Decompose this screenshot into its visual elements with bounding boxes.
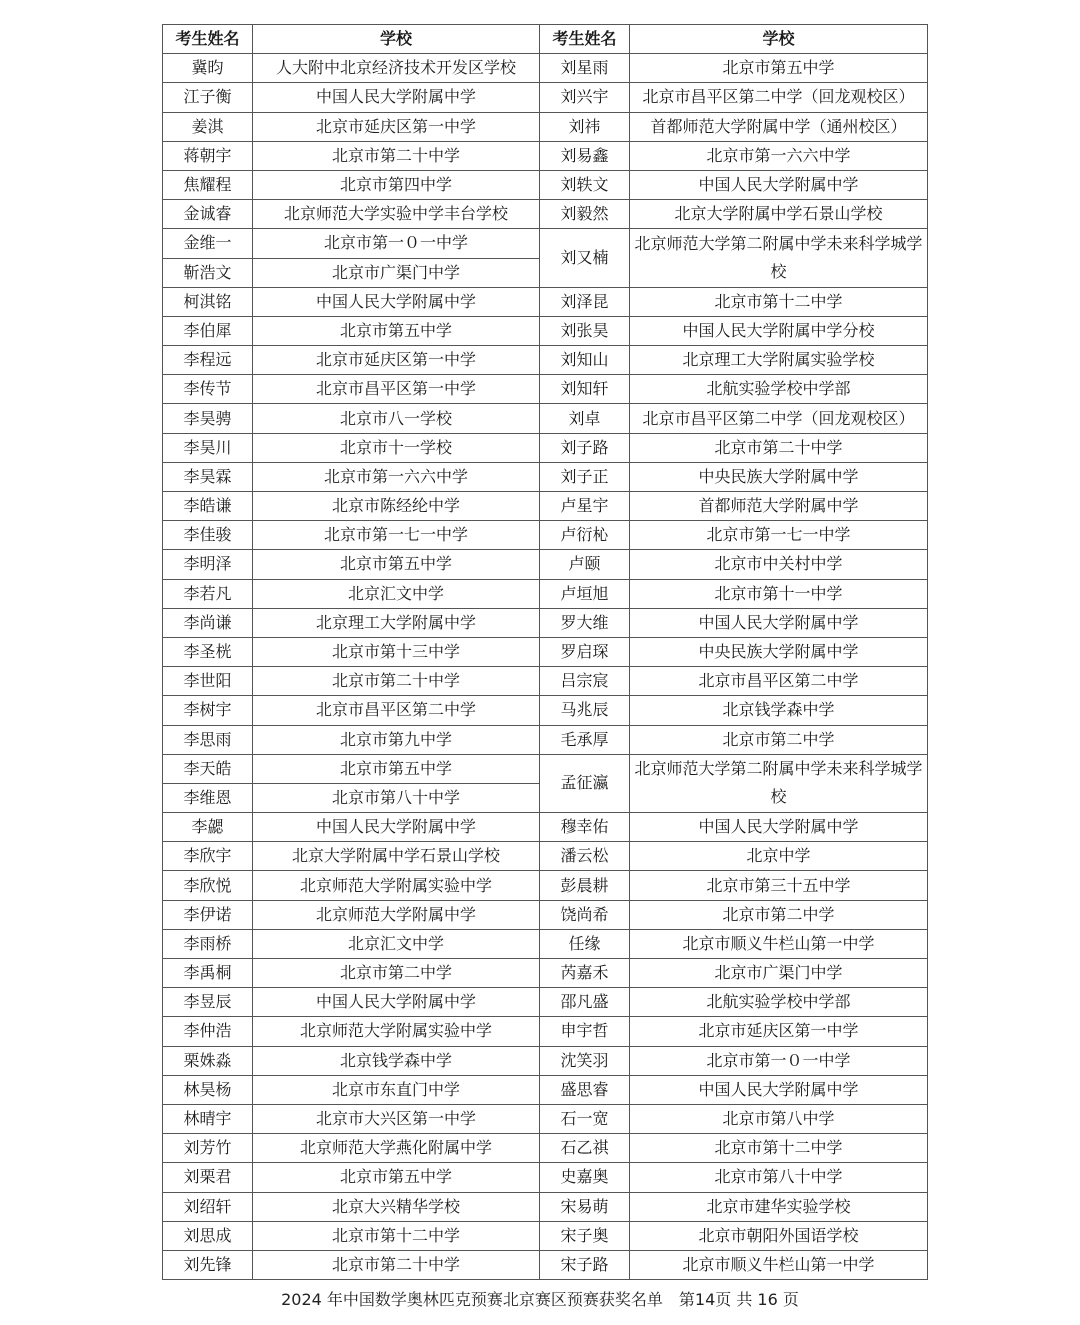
school-name: 北京大学附属中学石景山学校 xyxy=(630,200,928,229)
school-name: 中国人民大学附属中学 xyxy=(253,813,540,842)
school-name: 北京市第五中学 xyxy=(253,316,540,345)
student-name: 刘先锋 xyxy=(163,1250,253,1279)
student-name: 刘轶文 xyxy=(540,170,630,199)
student-name: 刘子路 xyxy=(540,433,630,462)
table-row xyxy=(163,1075,928,1104)
student-name: 刘泽昆 xyxy=(540,287,630,316)
table-row xyxy=(163,696,928,725)
school-name: 北京市第二十中学 xyxy=(253,1250,540,1279)
school-name: 北京市第二中学 xyxy=(630,900,928,929)
student-name: 刘栗君 xyxy=(163,1163,253,1192)
school-name: 北京大兴精华学校 xyxy=(253,1192,540,1221)
table-row xyxy=(163,842,928,871)
table-row xyxy=(163,54,928,83)
table-row xyxy=(163,346,928,375)
student-name: 刘芳竹 xyxy=(163,1134,253,1163)
student-name: 李伊诺 xyxy=(163,900,253,929)
student-name: 卢星宇 xyxy=(540,492,630,521)
school-name: 北京市第二十中学 xyxy=(630,433,928,462)
header-school-right: 学校 xyxy=(630,25,928,54)
student-name: 卢衍杺 xyxy=(540,521,630,550)
table-row xyxy=(163,579,928,608)
student-name: 李昊川 xyxy=(163,433,253,462)
school-name: 北京师范大学第二附属中学未来科学城学校 xyxy=(630,229,928,287)
school-name: 北京中学 xyxy=(630,842,928,871)
header-school-left: 学校 xyxy=(253,25,540,54)
student-name: 李禹桐 xyxy=(163,959,253,988)
school-name: 北京理工大学附属实验学校 xyxy=(630,346,928,375)
school-name: 人大附中北京经济技术开发区学校 xyxy=(253,54,540,83)
school-name: 中国人民大学附属中学 xyxy=(630,1075,928,1104)
school-name: 北京市第一七一中学 xyxy=(630,521,928,550)
student-name: 李仲浩 xyxy=(163,1017,253,1046)
table-row xyxy=(163,375,928,404)
school-name: 北京市昌平区第二中学（回龙观校区） xyxy=(630,83,928,112)
student-name: 刘祎 xyxy=(540,112,630,141)
school-name: 北京大学附属中学石景山学校 xyxy=(253,842,540,871)
student-name: 吕宗宸 xyxy=(540,667,630,696)
school-name: 北京市中关村中学 xyxy=(630,550,928,579)
school-name: 北京市第一０一中学 xyxy=(630,1046,928,1075)
school-name: 北京市顺义牛栏山第一中学 xyxy=(630,929,928,958)
school-name: 中国人民大学附属中学 xyxy=(253,988,540,1017)
school-name: 北京钱学森中学 xyxy=(253,1046,540,1075)
student-name: 任缘 xyxy=(540,929,630,958)
student-name: 李尚谦 xyxy=(163,608,253,637)
student-name: 林晴宇 xyxy=(163,1104,253,1133)
student-name: 刘张昊 xyxy=(540,316,630,345)
school-name: 北京市十一学校 xyxy=(253,433,540,462)
student-name: 栗姝淼 xyxy=(163,1046,253,1075)
school-name: 北京市朝阳外国语学校 xyxy=(630,1221,928,1250)
school-name: 北航实验学校中学部 xyxy=(630,988,928,1017)
school-name: 北京师范大学实验中学丰台学校 xyxy=(253,200,540,229)
student-name: 石一宽 xyxy=(540,1104,630,1133)
student-name: 李传节 xyxy=(163,375,253,404)
student-name: 刘子正 xyxy=(540,462,630,491)
student-name: 宋子奥 xyxy=(540,1221,630,1250)
school-name: 中国人民大学附属中学 xyxy=(253,287,540,316)
student-name: 石乙祺 xyxy=(540,1134,630,1163)
school-name: 北京市建华实验学校 xyxy=(630,1192,928,1221)
school-name: 北京市顺义牛栏山第一中学 xyxy=(630,1250,928,1279)
school-name: 北京市第一０一中学 xyxy=(253,229,540,258)
table-row xyxy=(163,813,928,842)
school-name: 北京师范大学燕化附属中学 xyxy=(253,1134,540,1163)
table-row xyxy=(163,83,928,112)
school-name: 北京市第九中学 xyxy=(253,725,540,754)
table-row xyxy=(163,1250,928,1279)
school-name: 北京市延庆区第一中学 xyxy=(253,346,540,375)
table-row xyxy=(163,1134,928,1163)
table-row xyxy=(163,1104,928,1133)
school-name: 北京市大兴区第一中学 xyxy=(253,1104,540,1133)
student-name: 金诚睿 xyxy=(163,200,253,229)
student-name: 史嘉奥 xyxy=(540,1163,630,1192)
header-row xyxy=(163,25,928,54)
student-name: 李伯犀 xyxy=(163,316,253,345)
table-row xyxy=(163,170,928,199)
table-row xyxy=(163,287,928,316)
student-name: 李思雨 xyxy=(163,725,253,754)
table-row xyxy=(163,900,928,929)
student-name: 李维恩 xyxy=(163,783,253,812)
school-name: 北京市第二中学 xyxy=(253,959,540,988)
school-name: 北京市第五中学 xyxy=(253,1163,540,1192)
table-row xyxy=(163,608,928,637)
student-name: 饶尚希 xyxy=(540,900,630,929)
table-row xyxy=(163,1221,928,1250)
school-name: 北京市陈经纶中学 xyxy=(253,492,540,521)
school-name: 北京市第一七一中学 xyxy=(253,521,540,550)
student-name: 盛思睿 xyxy=(540,1075,630,1104)
student-name: 柯淇铭 xyxy=(163,287,253,316)
student-name: 马兆辰 xyxy=(540,696,630,725)
student-name: 穆幸佑 xyxy=(540,813,630,842)
student-name: 李欣悦 xyxy=(163,871,253,900)
header-name-left: 考生姓名 xyxy=(163,25,253,54)
student-name: 金维一 xyxy=(163,229,253,258)
table-row xyxy=(163,988,928,1017)
student-name: 刘又楠 xyxy=(540,229,630,287)
school-name: 北京钱学森中学 xyxy=(630,696,928,725)
student-name: 李天皓 xyxy=(163,754,253,783)
student-name: 李佳骏 xyxy=(163,521,253,550)
student-name: 姜淇 xyxy=(163,112,253,141)
school-name: 北京市第三十五中学 xyxy=(630,871,928,900)
school-name: 中国人民大学附属中学 xyxy=(630,608,928,637)
student-name: 孟征瀛 xyxy=(540,754,630,812)
table-row xyxy=(163,112,928,141)
student-name: 李树宇 xyxy=(163,696,253,725)
table-row xyxy=(163,200,928,229)
school-name: 北京市八一学校 xyxy=(253,404,540,433)
student-name: 李程远 xyxy=(163,346,253,375)
school-name: 北京师范大学附属中学 xyxy=(253,900,540,929)
school-name: 北京市第二十中学 xyxy=(253,141,540,170)
student-name: 李若凡 xyxy=(163,579,253,608)
student-name: 李圣桄 xyxy=(163,637,253,666)
table-row xyxy=(163,404,928,433)
table-row xyxy=(163,1046,928,1075)
school-name: 北京市第一六六中学 xyxy=(253,462,540,491)
school-name: 北京市第十三中学 xyxy=(253,637,540,666)
student-name: 刘兴宇 xyxy=(540,83,630,112)
school-name: 北京市第五中学 xyxy=(630,54,928,83)
school-name: 中国人民大学附属中学 xyxy=(253,83,540,112)
table-row xyxy=(163,637,928,666)
student-name: 芮嘉禾 xyxy=(540,959,630,988)
table-row xyxy=(163,492,928,521)
student-name: 沈笑羽 xyxy=(540,1046,630,1075)
header-name-right: 考生姓名 xyxy=(540,25,630,54)
student-name: 毛承厚 xyxy=(540,725,630,754)
student-name: 邵凡盛 xyxy=(540,988,630,1017)
table-row xyxy=(163,667,928,696)
student-name: 江子衡 xyxy=(163,83,253,112)
table-row xyxy=(163,929,928,958)
school-name: 中央民族大学附属中学 xyxy=(630,462,928,491)
student-name: 刘知山 xyxy=(540,346,630,375)
student-name: 申宇哲 xyxy=(540,1017,630,1046)
student-name: 李昊骋 xyxy=(163,404,253,433)
student-name: 刘易鑫 xyxy=(540,141,630,170)
school-name: 北京市第二中学 xyxy=(630,725,928,754)
school-name: 北京师范大学附属实验中学 xyxy=(253,871,540,900)
school-name: 北京市广渠门中学 xyxy=(253,258,540,287)
student-name: 李勰 xyxy=(163,813,253,842)
student-name: 彭晨耕 xyxy=(540,871,630,900)
school-name: 首都师范大学附属中学 xyxy=(630,492,928,521)
school-name: 北京市昌平区第二中学 xyxy=(630,667,928,696)
student-name: 李皓谦 xyxy=(163,492,253,521)
table-row xyxy=(163,521,928,550)
school-name: 北京师范大学第二附属中学未来科学城学校 xyxy=(630,754,928,812)
student-name: 靳浩文 xyxy=(163,258,253,287)
student-name: 刘星雨 xyxy=(540,54,630,83)
student-name: 焦耀程 xyxy=(163,170,253,199)
student-name: 潘云松 xyxy=(540,842,630,871)
student-name: 刘思成 xyxy=(163,1221,253,1250)
table-row xyxy=(163,1192,928,1221)
school-name: 北京市第一六六中学 xyxy=(630,141,928,170)
student-name: 刘卓 xyxy=(540,404,630,433)
school-name: 北京市延庆区第一中学 xyxy=(253,112,540,141)
school-name: 北京师范大学附属实验中学 xyxy=(253,1017,540,1046)
school-name: 北京市第十二中学 xyxy=(630,1134,928,1163)
table-row xyxy=(163,462,928,491)
school-name: 北京市昌平区第二中学（回龙观校区） xyxy=(630,404,928,433)
school-name: 北京市第十二中学 xyxy=(253,1221,540,1250)
student-name: 李昱辰 xyxy=(163,988,253,1017)
school-name: 中央民族大学附属中学 xyxy=(630,637,928,666)
school-name: 北京市东直门中学 xyxy=(253,1075,540,1104)
student-name: 宋子路 xyxy=(540,1250,630,1279)
school-name: 北京市延庆区第一中学 xyxy=(630,1017,928,1046)
school-name: 北京市第四中学 xyxy=(253,170,540,199)
school-name: 北京市第五中学 xyxy=(253,754,540,783)
student-name: 罗大维 xyxy=(540,608,630,637)
student-name: 冀昀 xyxy=(163,54,253,83)
student-name: 李欣宇 xyxy=(163,842,253,871)
student-name: 卢垣旭 xyxy=(540,579,630,608)
student-name: 李明泽 xyxy=(163,550,253,579)
table-row xyxy=(163,725,928,754)
school-name: 北京市第五中学 xyxy=(253,550,540,579)
page-footer: 2024 年中国数学奥林匹克预赛北京赛区预赛获奖名单 第14页 共 16 页 xyxy=(281,1290,799,1309)
student-name: 李雨桥 xyxy=(163,929,253,958)
student-name: 林昊杨 xyxy=(163,1075,253,1104)
table-row xyxy=(163,433,928,462)
school-name: 北京市第八十中学 xyxy=(630,1163,928,1192)
student-name: 罗启琛 xyxy=(540,637,630,666)
student-name: 宋易萌 xyxy=(540,1192,630,1221)
table-row xyxy=(163,316,928,345)
school-name: 北京市昌平区第一中学 xyxy=(253,375,540,404)
table-row xyxy=(163,754,928,783)
table-row xyxy=(163,1163,928,1192)
school-name: 中国人民大学附属中学分校 xyxy=(630,316,928,345)
student-name: 刘绍轩 xyxy=(163,1192,253,1221)
school-name: 首都师范大学附属中学（通州校区） xyxy=(630,112,928,141)
student-name: 李世阳 xyxy=(163,667,253,696)
school-name: 北京市第十一中学 xyxy=(630,579,928,608)
table-row xyxy=(163,959,928,988)
table-row xyxy=(163,1017,928,1046)
table-row xyxy=(163,229,928,258)
school-name: 中国人民大学附属中学 xyxy=(630,170,928,199)
school-name: 中国人民大学附属中学 xyxy=(630,813,928,842)
school-name: 北京市第八十中学 xyxy=(253,783,540,812)
school-name: 北京市昌平区第二中学 xyxy=(253,696,540,725)
student-name: 刘毅然 xyxy=(540,200,630,229)
table-row xyxy=(163,871,928,900)
student-name: 蒋朝宇 xyxy=(163,141,253,170)
school-name: 北京理工大学附属中学 xyxy=(253,608,540,637)
table-row xyxy=(163,550,928,579)
school-name: 北航实验学校中学部 xyxy=(630,375,928,404)
school-name: 北京市第二十中学 xyxy=(253,667,540,696)
school-name: 北京市第八中学 xyxy=(630,1104,928,1133)
school-name: 北京汇文中学 xyxy=(253,579,540,608)
student-name: 李昊霖 xyxy=(163,462,253,491)
table-row xyxy=(163,141,928,170)
student-name: 卢颐 xyxy=(540,550,630,579)
student-name: 刘知轩 xyxy=(540,375,630,404)
school-name: 北京汇文中学 xyxy=(253,929,540,958)
school-name: 北京市第十二中学 xyxy=(630,287,928,316)
school-name: 北京市广渠门中学 xyxy=(630,959,928,988)
results-table xyxy=(162,24,928,1280)
